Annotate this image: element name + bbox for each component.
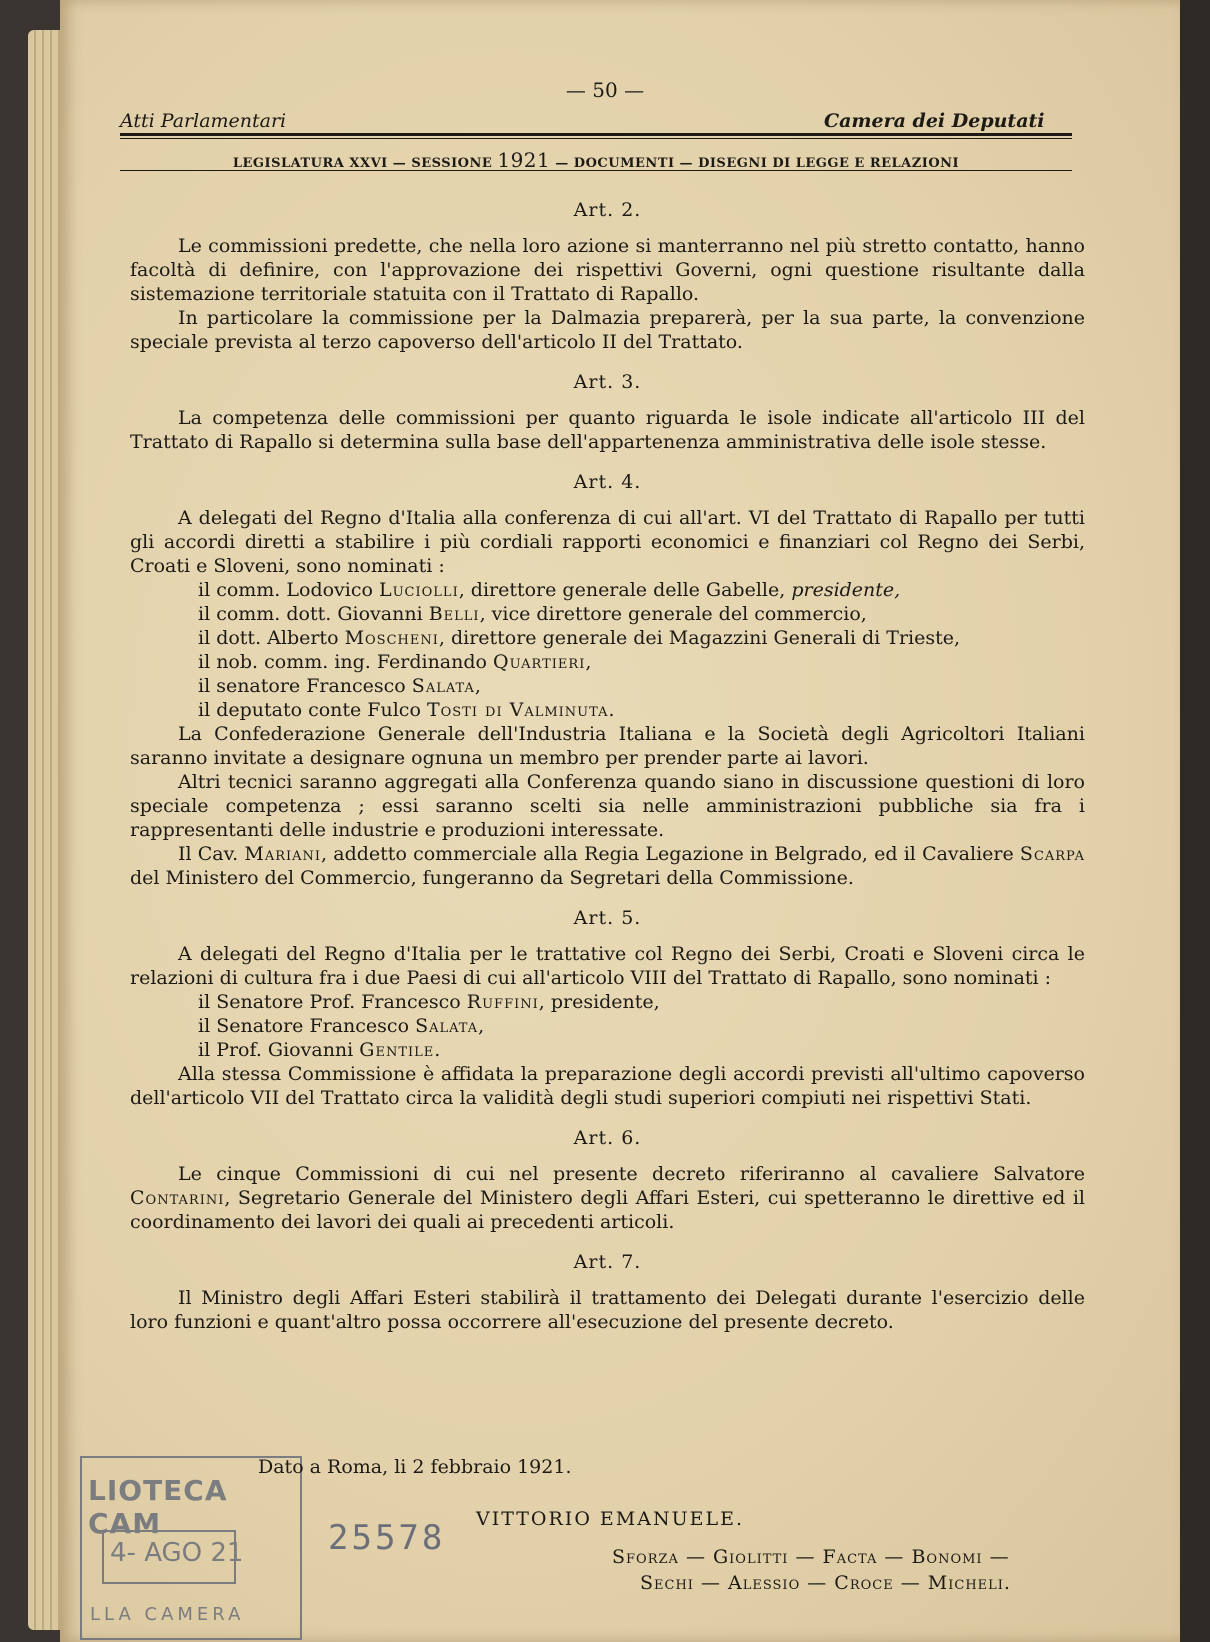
article-7-title: Art. 7. [573, 1251, 642, 1273]
article-7-paragraph: Il Ministro degli Affari Esteri stabilirà il trattamento dei Delegati durante l'esercizio delle loro funzioni e quant'altro possa occorrere all'esecuzione del presente decreto. [130, 1287, 1085, 1333]
delegates-list [198, 990, 1085, 1062]
article-4-title: Art. 4. [573, 471, 642, 493]
ministers-signatures: Sechi — Alessio — Croce — Micheli. [640, 1572, 1011, 1594]
list-item: il dott. Alberto Moscheni, direttore generale dei Magazzini Generali di Trieste, [198, 627, 961, 649]
ministers-signatures: Sforza — Giolitti — Facta — Bonomi — [612, 1546, 1010, 1568]
article-3-title: Art. 3. [573, 371, 642, 393]
stamp-date: 4- AGO 21 [110, 1538, 244, 1568]
article-4-paragraph: La Confederazione Generale dell'Industria Italiana e la Società degli Agricoltori Italiani saranno invitate a designare ognuna un membro per prender parte ai lavori. [130, 723, 1085, 769]
stamp-library-name: LIOTECA CAM [88, 1474, 228, 1540]
document-body [130, 198, 1085, 1334]
article-4-paragraph: Il Cav. Mariani, addetto commerciale alla Regia Legazione in Belgrado, ed il Cavaliere Scarpa del Ministero del Commercio, fungeranno da Segretari della Commissione. [130, 843, 1086, 889]
header-left: Atti Parlamentari [120, 110, 287, 132]
list-item: il comm. dott. Giovanni Belli, vice direttore generale del commercio, [198, 603, 867, 625]
article-2-paragraph: In particolare la commissione per la Dalmazia preparerà, per la sua parte, la convenzione speciale prevista al terzo capoverso dell'articolo II del Trattato. [130, 307, 1085, 353]
article-4-paragraph: Altri tecnici saranno aggregati alla Conferenza quando siano in discussione questioni di loro speciale competenza ; essi saranno scelti sia nelle amministrazioni pubbliche sia fra i rappresentanti delle industrie e produzioni interessate. [130, 771, 1085, 841]
list-item: il Prof. Giovanni Gentile. [198, 1039, 441, 1061]
list-item: il deputato conte Fulco Tosti di Valminuta. [198, 699, 615, 721]
subheader [120, 148, 1072, 172]
header-rule-thin [120, 138, 1072, 139]
subheader-rule [120, 170, 1072, 171]
stamp-bottom-text: LLA CAMERA [90, 1604, 245, 1625]
article-6-title: Art. 6. [573, 1127, 642, 1149]
delegates-list [198, 578, 1085, 722]
book-gutter [1180, 0, 1210, 1642]
article-5-title: Art. 5. [573, 907, 642, 929]
article-5-paragraph: Alla stessa Commissione è affidata la preparazione degli accordi previsti all'ultimo capoverso dell'articolo VII del Trattato circa la validità degli studi superiori compiuti nei rispettivi Stati. [130, 1063, 1085, 1109]
article-5-paragraph: A delegati del Regno d'Italia per le trattative col Regno dei Serbi, Croati e Sloveni circa le relazioni di cultura fra i due Paesi di cui all'articolo VIII del Trattato di Rapallo, sono nominati : [130, 943, 1085, 989]
header-rule [120, 133, 1072, 136]
article-4-paragraph: A delegati del Regno d'Italia alla conferenza di cui all'art. VI del Trattato di Rapallo per tutti gli accordi diretti a stabilire i più cordiali rapporti economici e finanziari col Regno dei Serbi, Croati e Sloveni, sono nominati : [130, 507, 1085, 577]
article-3-paragraph: La competenza delle commissioni per quanto riguarda le isole indicate all'articolo III del Trattato di Rapallo si determina sulla base dell'appartenenza amministrativa delle isole stesse. [130, 407, 1085, 453]
list-item: il nob. comm. ing. Ferdinando Quartieri, [198, 651, 592, 673]
header-right: Camera dei Deputati [824, 110, 1045, 132]
list-item: il senatore Francesco Salata, [198, 675, 481, 697]
list-item: il Senatore Francesco Salata, [198, 1015, 485, 1037]
library-stamp [80, 1456, 302, 1640]
king-signature: VITTORIO EMANUELE. [476, 1508, 745, 1530]
dated-line: Dato a Roma, li 2 febbraio 1921. [258, 1456, 572, 1478]
article-2-paragraph: Le commissioni predette, che nella loro azione si manterranno nel più stretto contatto, hanno facoltà di definire, con l'approvazione dei rispettivi Governi, ogni questione risultante dalla sistemazione territoriale statuita con il Trattato di Rapallo. [130, 235, 1085, 305]
article-2-title: Art. 2. [573, 199, 642, 221]
accession-number: 25578 [328, 1518, 446, 1558]
subheader-year: 1921 [497, 148, 551, 172]
page-number: — 50 — [565, 78, 645, 102]
article-6-paragraph: Le cinque Commissioni di cui nel presente decreto riferiranno al cavaliere Salvatore Contarini, Segretario Generale del Ministero degli Affari Esteri, cui spetteranno le direttive ed il coordinamento dei lavori dei quali ai precedenti articoli. [130, 1163, 1085, 1233]
subheader-right: — DOCUMENTI — DISEGNI DI LEGGE E RELAZIONI [555, 156, 960, 171]
list-item: il comm. Lodovico Luciolli, direttore generale delle Gabelle, presidente, [198, 579, 901, 601]
list-item: il Senatore Prof. Francesco Ruffini, presidente, [198, 991, 660, 1013]
subheader-left: LEGISLATURA XXVI — SESSIONE [232, 156, 493, 171]
